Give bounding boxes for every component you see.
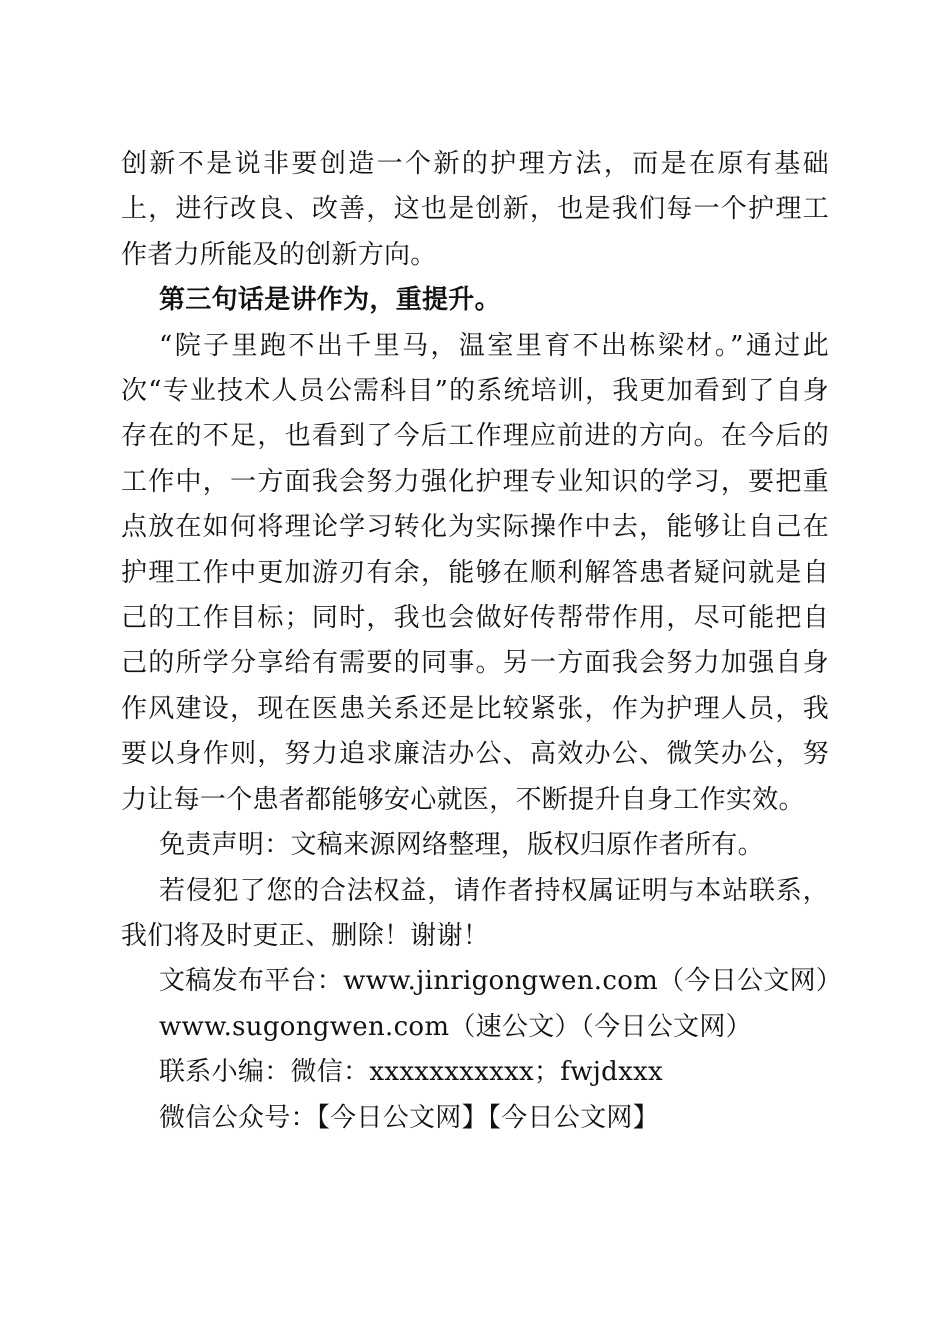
disclaimer-line-2: 若侵犯了您的合法权益，请作者持权属证明与本站联系，我们将及时更正、删除！谢谢！ — [121, 875, 829, 951]
contact-line: 联系小编：微信：xxxxxxxxxxx；fwjdxxx — [159, 1057, 663, 1088]
platform-line: 文稿发布平台：www.jinrigongwen.com（今日公文网） — [159, 966, 843, 997]
paragraph-innovation: 创新不是说非要创造一个新的护理方法，而是在原有基础上，进行改良、改善，这也是创新，也是我们每一个护理工作者力所能及的创新方向。 — [121, 149, 829, 270]
document-body — [121, 142, 843, 1141]
section-heading-third: 第三句话是讲作为，重提升。 — [159, 285, 501, 316]
wechat-account-line: 微信公众号：【今日公文网】【今日公文网】 — [159, 1102, 660, 1133]
site-line: www.sugongwen.com（速公文）（今日公文网） — [159, 1011, 752, 1042]
disclaimer-line-1: 免责声明：文稿来源网络整理，版权归原作者所有。 — [159, 830, 764, 861]
paragraph-improvement: “院子里跑不出千里马，温室里育不出栋梁材。”通过此次“专业技术人员公需科目”的系统培训，我更加看到了自身存在的不足，也看到了今后工作理应前进的方向。在今后的工作中，一方面我会努力强化护理专业知识的学习，要把重点放在如何将理论学习转化为实际操作中去，能够让自己在护理工作中更加游刃有余，能够在顺利解答患者疑问就是自己的工作目标；同时，我也会做好传帮带作用，尽可能把自己的所学分享给有需要的同事。另一方面我会努力加强自身作风建设，现在医患关系还是比较紧张，作为护理人员，我要以身作则，努力追求廉洁办公、高效办公、微笑办公，努力让每一个患者都能够安心就医，不断提升自身工作实效。 — [121, 330, 829, 815]
